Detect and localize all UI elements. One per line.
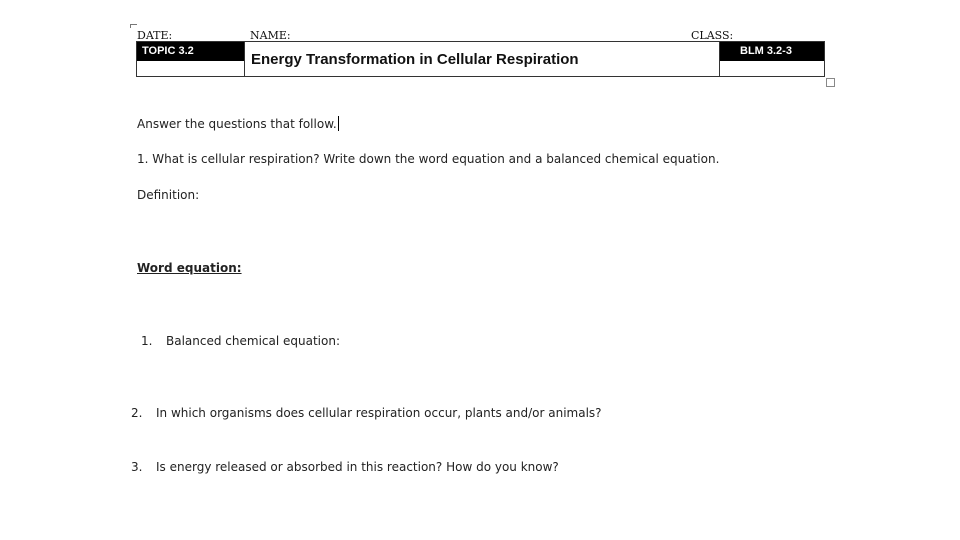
topic-cell	[137, 42, 245, 76]
instruction-line[interactable]	[137, 116, 339, 131]
instruction-text: Answer the questions that follow.	[137, 117, 337, 131]
balanced-equation-item	[141, 334, 340, 348]
definition-label: Definition:	[137, 188, 200, 202]
blm-empty-cell	[720, 61, 824, 76]
blm-label: BLM 3.2-3	[720, 42, 824, 61]
name-label: NAME:	[250, 29, 291, 42]
title-cell	[245, 42, 720, 76]
balanced-equation-label: Balanced chemical equation:	[166, 334, 340, 348]
date-label: DATE:	[137, 29, 173, 42]
class-label: CLASS:	[691, 29, 734, 42]
table-move-handle[interactable]	[130, 24, 137, 28]
question-2	[131, 406, 602, 420]
question-2-text: In which organisms does cellular respiration occur, plants and/or animals?	[156, 406, 602, 420]
list-number: 2.	[131, 406, 143, 420]
question-3-text: Is energy released or absorbed in this reaction? How do you know?	[156, 460, 559, 474]
title-table	[136, 41, 825, 77]
table-resize-handle[interactable]	[826, 78, 835, 87]
worksheet-title: Energy Transformation in Cellular Respiration	[251, 51, 579, 68]
word-equation-label: Word equation:	[137, 261, 242, 275]
topic-label: TOPIC 3.2	[137, 42, 244, 61]
question-3	[131, 460, 559, 474]
list-number: 1.	[141, 334, 153, 348]
text-cursor	[338, 116, 339, 131]
blm-cell	[720, 42, 824, 76]
list-number: 3.	[131, 460, 143, 474]
question-1: 1. What is cellular respiration? Write down the word equation and a balanced chemical equation.	[137, 152, 720, 166]
